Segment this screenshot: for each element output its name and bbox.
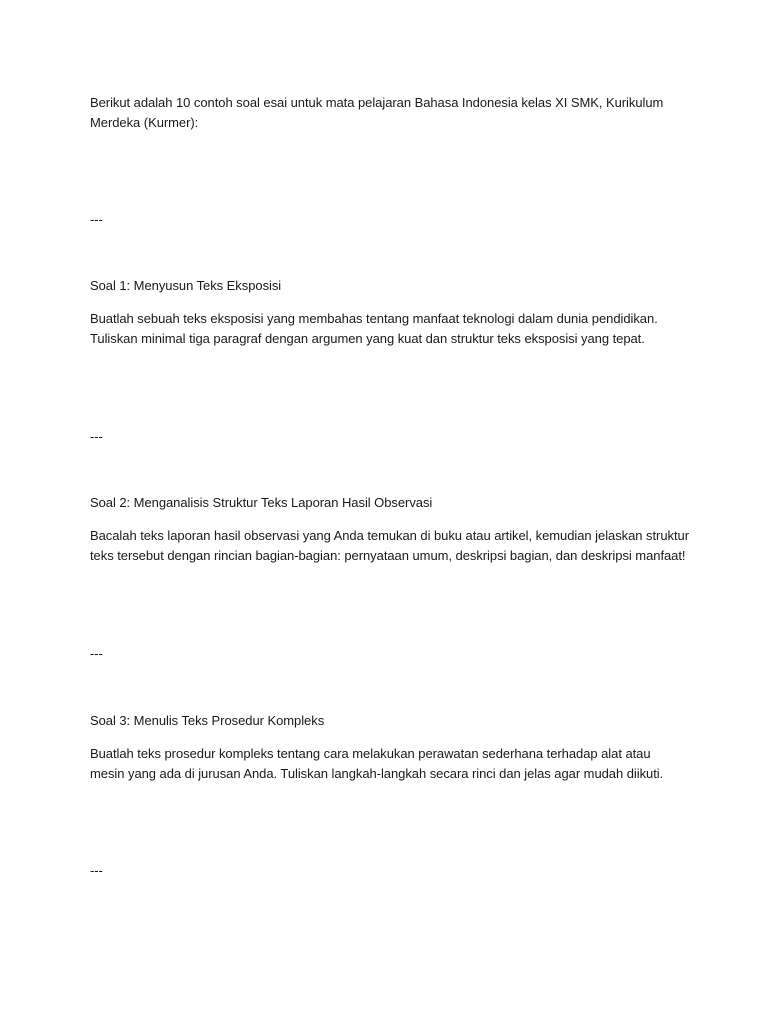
question-3-line-1: Buatlah teks prosedur kompleks tentang cara melakukan perawatan sederhana terhadap alat atau: [90, 746, 651, 761]
question-1-title: Soal 1: Menyusun Teks Eksposisi: [90, 278, 282, 293]
question-1-line-2: Tuliskan minimal tiga paragraf dengan argumen yang kuat dan struktur teks eksposisi yang tepat.: [90, 331, 645, 346]
separator-2: ---: [90, 429, 103, 444]
question-3-title: Soal 3: Menulis Teks Prosedur Kompleks: [90, 713, 325, 728]
question-3-line-2: mesin yang ada di jurusan Anda. Tuliskan langkah-langkah secara rinci dan jelas agar mudah diikuti.: [90, 766, 664, 781]
intro-line-1: Berikut adalah 10 contoh soal esai untuk mata pelajaran Bahasa Indonesia kelas XI SMK, Kurikulum: [90, 95, 664, 110]
question-2-line-1: Bacalah teks laporan hasil observasi yang Anda temukan di buku atau artikel, kemudian jelaskan struktur: [90, 528, 689, 543]
question-1-line-1: Buatlah sebuah teks eksposisi yang membahas tentang manfaat teknologi dalam dunia pendidikan.: [90, 311, 658, 326]
separator-4: ---: [90, 863, 103, 878]
separator-1: ---: [90, 212, 103, 227]
question-2-line-2: teks tersebut dengan rincian bagian-bagian: pernyataan umum, deskripsi bagian, dan deskripsi manfaat!: [90, 548, 686, 563]
question-2-title: Soal 2: Menganalisis Struktur Teks Laporan Hasil Observasi: [90, 495, 433, 510]
separator-3: ---: [90, 646, 103, 661]
intro-line-2: Merdeka (Kurmer):: [90, 115, 199, 130]
